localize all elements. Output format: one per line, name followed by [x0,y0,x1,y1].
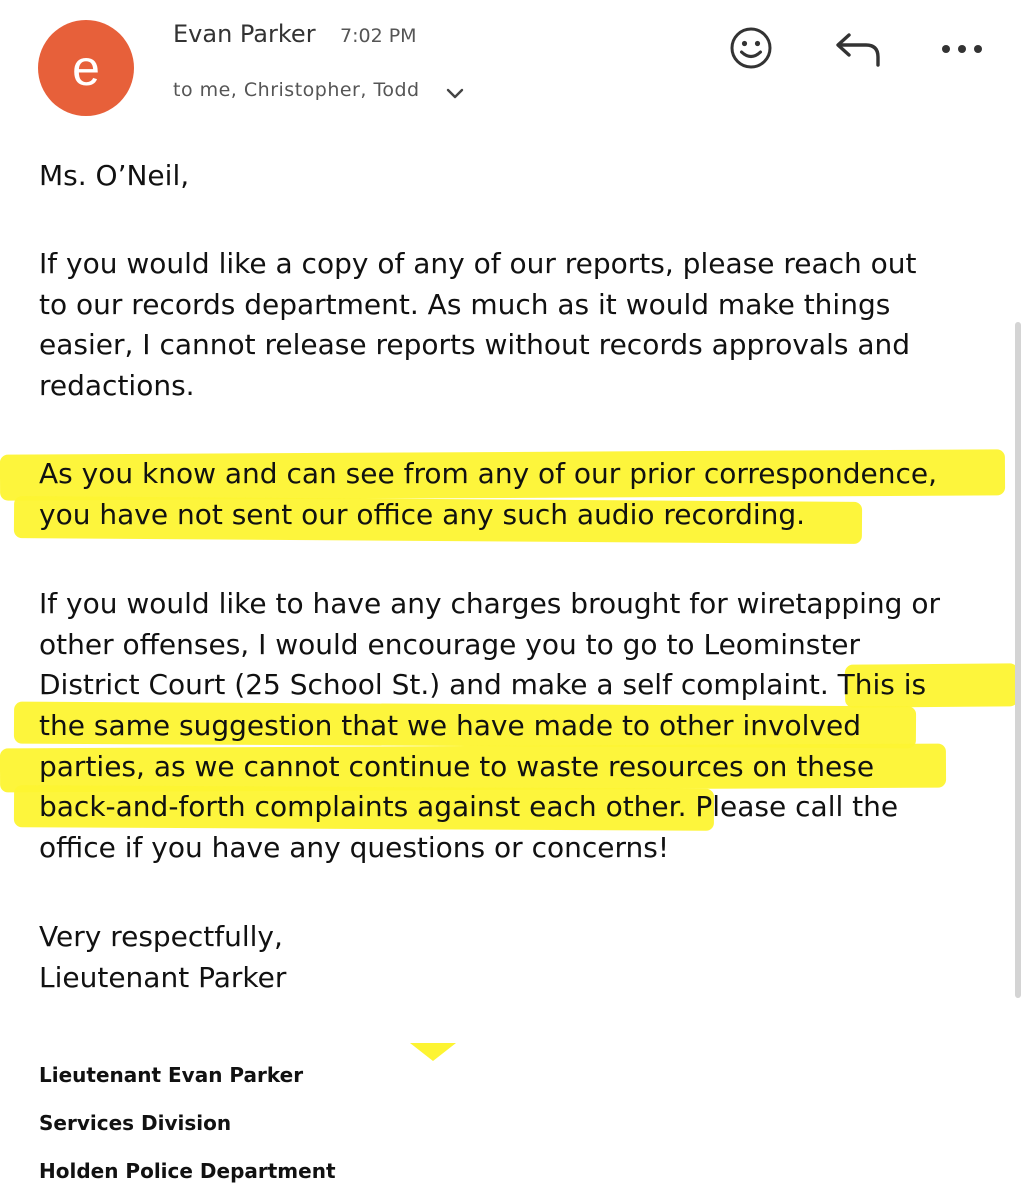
chevron-down-icon[interactable] [444,86,466,102]
signature-division: Services Division [39,1111,232,1135]
email-paragraph: If you would like to have any charges brought for wiretapping or other offenses, I would encourage you to go to Leominster District Court (25 School St.) and make a self complaint. This is the same suggestion that we have made to other involved parties, as we cannot continue to waste resources on these back-and-forth complaints against each other. Please call the office if you have any questions or concerns! [39,587,940,865]
highlight-mark [410,1043,456,1063]
timestamp: 7:02 PM [340,25,417,47]
signature-department: Holden Police Department [39,1159,336,1183]
sender-name: Evan Parker [173,20,316,48]
avatar[interactable]: e [38,20,134,116]
more-horizontal-icon[interactable] [940,42,984,56]
email-greeting: Ms. O’Neil, [39,159,190,192]
smiley-icon[interactable] [728,25,774,71]
reply-arrow-icon[interactable] [834,30,882,68]
signature-name: Lieutenant Evan Parker [39,1063,304,1087]
email-paragraph: As you know and can see from any of our prior correspondence, you have not sent our office any such audio recording. [39,457,937,531]
recipients-summary[interactable]: to me, Christopher, Todd [173,79,420,101]
scrollbar[interactable] [1015,322,1021,998]
email-closing: Very respectfully, Lieutenant Parker [39,920,287,994]
email-paragraph: If you would like a copy of any of our reports, please reach out to our records department. As much as it would make things easier, I cannot release reports without records approvals and redactions. [39,247,917,403]
